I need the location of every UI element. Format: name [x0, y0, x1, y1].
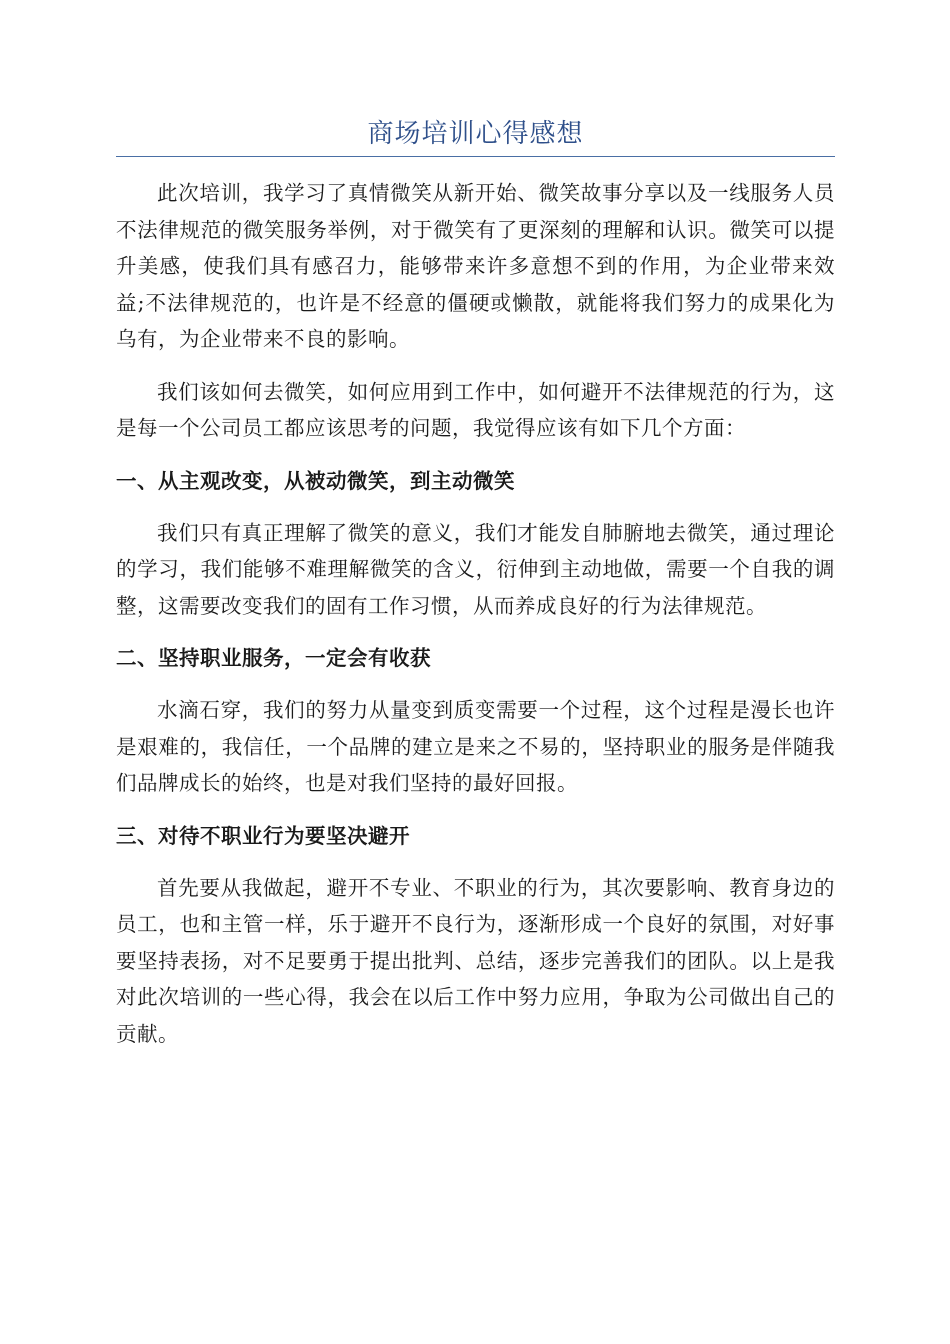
paragraph-question: 我们该如何去微笑，如何应用到工作中，如何避开不法律规范的行为，这是每一个公司员工都应该思考的问题，我觉得应该有如下几个方面：: [116, 379, 835, 440]
paragraph-intro: 此次培训，我学习了真情微笑从新开始、微笑故事分享以及一线服务人员不法律规范的微笑服务举例，对于微笑有了更深刻的理解和认识。微笑可以提升美感，使我们具有感召力，能够带来许多意想不到的作用，为企业带来效益;不法律规范的，也许是不经意的僵硬或懒散，就能将我们努力的成果化为乌有，为企业带来不良的影响。: [116, 181, 835, 351]
title-block: [116, 112, 835, 157]
paragraph-section-3: 首先要从我做起，避开不专业、不职业的行为，其次要影响、教育身边的员工，也和主管一样，乐于避开不良行为，逐渐形成一个良好的氛围，对好事要坚持表扬，对不足要勇于提出批判、总结，逐步完善我们的团队。以上是我对此次培训的一些心得，我会在以后工作中努力应用，争取为公司做出自己的贡献。: [116, 875, 835, 1046]
paragraph-section-2: 水滴石穿，我们的努力从量变到质变需要一个过程，这个过程是漫长也许是艰难的，我信任，一个品牌的建立是来之不易的，坚持职业的服务是伴随我们品牌成长的始终，也是对我们坚持的最好回报。: [116, 698, 835, 795]
paragraph-section-1: 我们只有真正理解了微笑的意义，我们才能发自肺腑地去微笑，通过理论的学习，我们能够不难理解微笑的含义，衍伸到主动地做，需要一个自我的调整，这需要改变我们的固有工作习惯，从而养成良好的行为法律规范。: [116, 520, 835, 618]
section-heading-1: 一、从主观改变，从被动微笑，到主动微笑: [116, 468, 515, 493]
document-title: 商场培训心得感想: [367, 119, 584, 149]
document-body: [116, 175, 835, 1068]
section-heading-2: 二、坚持职业服务，一定会有收获: [116, 646, 431, 670]
section-heading-3: 三、对待不职业行为要坚决避开: [116, 823, 410, 848]
